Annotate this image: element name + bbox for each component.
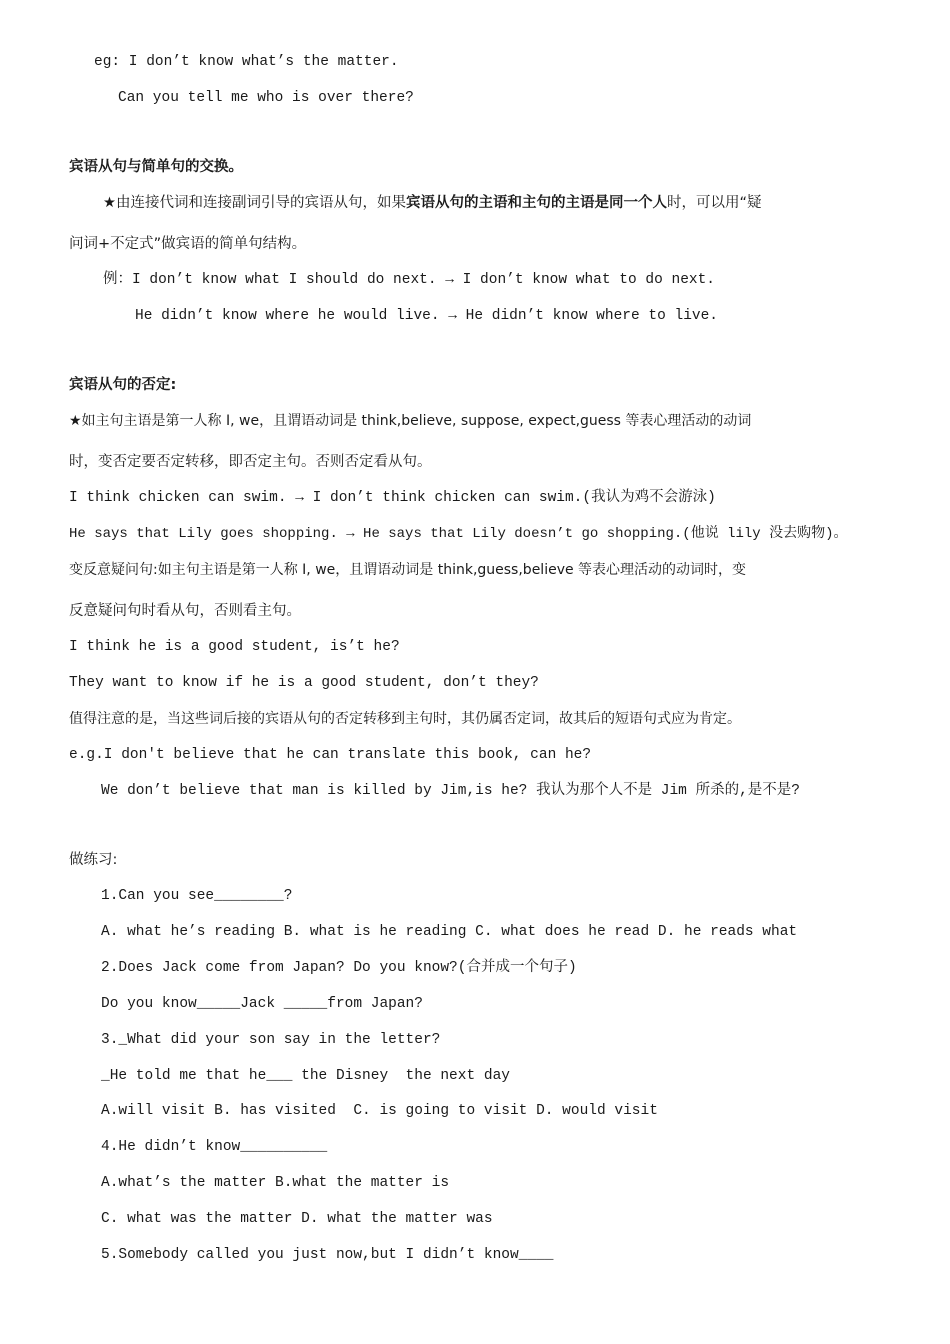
note-paragraph: 值得注意的是，当这些词后接的宾语从句的否定转移到主句时，其仍属否定词，故其后的短语句式应为肯定。	[69, 711, 741, 727]
rule-text-bold: 宾语从句的主语和主句的主语是同一个人	[406, 195, 667, 211]
exercise-item: A.what’s the matter B.what the matter is	[101, 1175, 450, 1191]
intro-example-2: Can you tell me who is over there?	[118, 90, 414, 106]
rule-paragraph-line1	[103, 193, 762, 213]
rule-text-b: 时，可以用“疑	[667, 195, 762, 211]
tag-question-example-2: They want to know if he is a good student, don’t they?	[69, 675, 539, 691]
exercise-item: _He told me that he___ the Disney the next day	[101, 1068, 510, 1084]
tag-question-rule-line1: 变反意疑问句:如主句主语是第一人称 I, we，且谓语动词是 think,guess,believe 等表心理活动的动词时，变	[69, 562, 747, 578]
section-heading-exchange: 宾语从句与简单句的交换。	[69, 159, 243, 175]
negation-example-1: I think chicken can swim. → I don’t think chicken can swim.(我认为鸡不会游泳)	[69, 490, 716, 506]
note-example-1: e.g.I don't believe that he can translate this book, can he?	[69, 747, 592, 763]
exercise-item: A.will visit B. has visited C. is going to visit D. would visit	[101, 1103, 658, 1119]
exercise-item: 4.He didn’t know__________	[101, 1139, 328, 1155]
exercise-item: 2.Does Jack come from Japan? Do you know?(合并成一个句子)	[101, 960, 577, 976]
exercise-item: Do you know_____Jack _____from Japan?	[101, 996, 423, 1012]
intro-example-1: eg: I don’t know what’s the matter.	[94, 54, 399, 70]
exercise-item: 3._What did your son say in the letter?	[101, 1032, 441, 1048]
example-line-2: He didn’t know where he would live. → He didn’t know where to live.	[135, 308, 718, 324]
exercise-heading: 做练习:	[69, 852, 118, 868]
rule-paragraph-line2: 问词+不定式”做宾语的简单句结构。	[69, 236, 307, 252]
tag-question-rule-line2: 反意疑问句时看从句，否则看主句。	[69, 603, 301, 619]
rule-text-a: ★由连接代词和连接副词引导的宾语从句，如果	[103, 195, 406, 211]
negation-rule-line1: ★如主句主语是第一人称 I, we，且谓语动词是 think,believe, suppose, expect,guess 等表心理活动的动词	[69, 413, 752, 429]
example-line-1: 例：I don’t know what I should do next. → I don’t know what to do next.	[103, 272, 715, 288]
note-example-2: We don’t believe that man is killed by Jim,is he? 我认为那个人不是 Jim 所杀的,是不是?	[101, 783, 800, 799]
negation-rule-line2: 时，变否定要否定转移，即否定主句。否则否定看从句。	[69, 454, 432, 470]
negation-example-2: He says that Lily goes shopping. → He says that Lily doesn’t go shopping.(他说 lily 没去购物)。	[69, 526, 848, 542]
exercise-item: 5.Somebody called you just now,but I didn’t know____	[101, 1247, 554, 1263]
tag-question-example-1: I think he is a good student, is’t he?	[69, 639, 400, 655]
section-heading-negation: 宾语从句的否定:	[69, 377, 177, 393]
exercise-item: A. what he’s reading B. what is he reading C. what does he read D. he reads what	[101, 924, 798, 940]
exercise-item: C. what was the matter D. what the matter was	[101, 1211, 493, 1227]
exercise-item: 1.Can you see________?	[101, 888, 293, 904]
